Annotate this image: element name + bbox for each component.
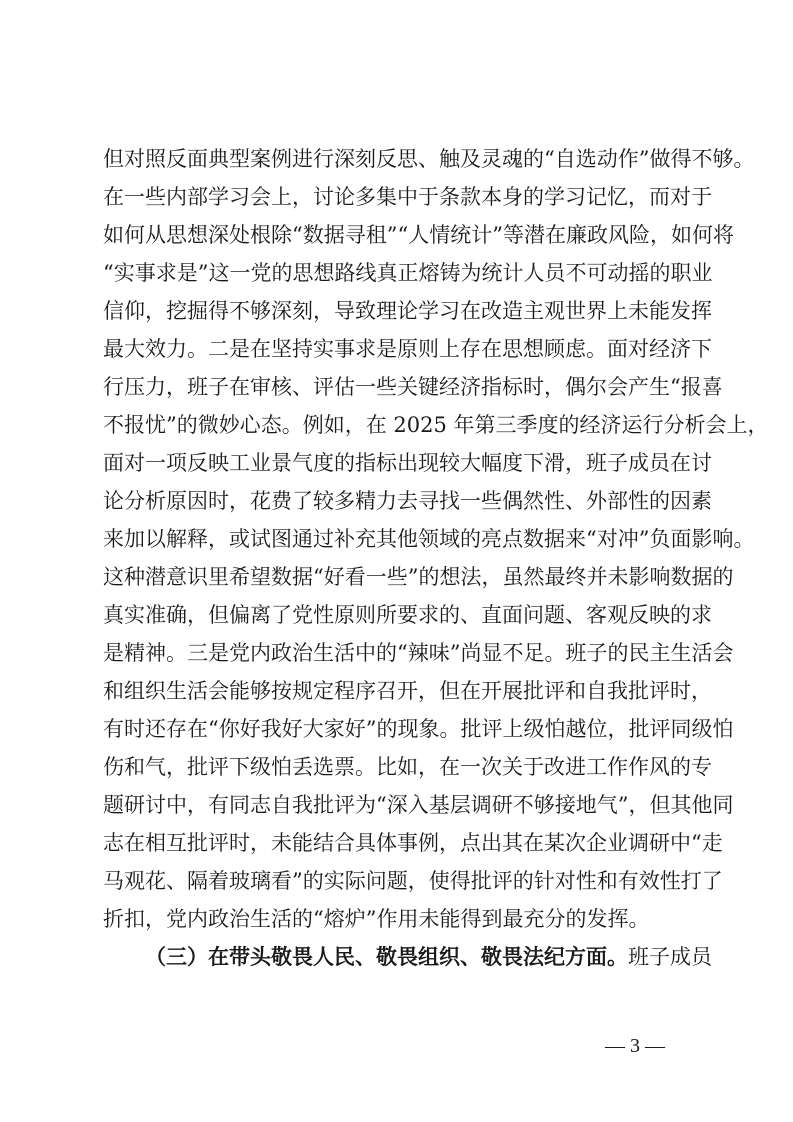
section-heading [103, 943, 712, 971]
paragraph-line: 和组织生活会能够按规定程序召开，但在开展批评和自我批评时， [103, 679, 712, 703]
paragraph-line: 行压力，班子在审核、评估一些关键经济指标时，偶尔会产生“报喜 [103, 375, 723, 399]
paragraph-line: 伤和气，批评下级怕丢选票。比如，在一次关于改进工作作风的专 [103, 755, 712, 779]
section-heading-continuation: 班子成员 [628, 945, 712, 969]
paragraph-line: 不报忧”的微妙心态。例如，在 2025 年第三季度的经济运行分析会上， [103, 413, 769, 437]
paragraph-line: 论分析原因时，花费了较多精力去寻找一些偶然性、外部性的因素 [103, 489, 712, 513]
paragraph-line: 如何从思想深处根除“数据寻租”“人情统计”等潜在廉政风险，如何将 [103, 223, 734, 247]
paragraph-line: 真实准确，但偏离了党性原则所要求的、直面问题、客观反映的求 [103, 603, 712, 627]
page-number: — 3 — [605, 1035, 665, 1057]
paragraph-line: 题研讨中，有同志自我批评为“深入基层调研不够接地气”，但其他同 [103, 793, 734, 817]
paragraph-line: 面对一项反映工业景气度的指标出现较大幅度下滑，班子成员在讨 [103, 451, 712, 475]
paragraph-line: “实事求是”这一党的思想路线真正熔铸为统计人员不可动摇的职业 [103, 261, 713, 285]
paragraph-line: 志在相互批评时，未能结合具体事例，点出其在某次企业调研中“走 [103, 831, 723, 855]
paragraph-line: 有时还存在“你好我好大家好”的现象。批评上级怕越位，批评同级怕 [103, 717, 734, 741]
paragraph-line: 马观花、隔着玻璃看”的实际问题，使得批评的针对性和有效性打了 [103, 869, 723, 893]
paragraph-line: 来加以解释，或试图通过补充其他领域的亮点数据来“对冲”负面影响。 [103, 527, 755, 551]
paragraph-line: 这种潜意识里希望数据“好看一些”的想法，虽然最终并未影响数据的 [103, 565, 734, 589]
paragraph-line: 最大效力。二是在坚持实事求是原则上存在思想顾虑。面对经济下 [103, 337, 712, 361]
paragraph-line: 信仰，挖掘得不够深刻，导致理论学习在改造主观世界上未能发挥 [103, 299, 712, 323]
paragraph-line: 在一些内部学习会上，讨论多集中于条款本身的学习记忆，而对于 [103, 185, 712, 209]
paragraph-line: 是精神。三是党内政治生活中的“辣味”尚显不足。班子的民主生活会 [103, 641, 734, 665]
section-heading-title: （三）在带头敬畏人民、敬畏组织、敬畏法纪方面。 [145, 944, 628, 969]
paragraph-line: 但对照反面典型案例进行深刻反思、触及灵魂的“自选动作”做得不够。 [103, 147, 755, 171]
paragraph-line: 折扣，党内政治生活的“熔炉”作用未能得到最充分的发挥。 [103, 907, 650, 931]
